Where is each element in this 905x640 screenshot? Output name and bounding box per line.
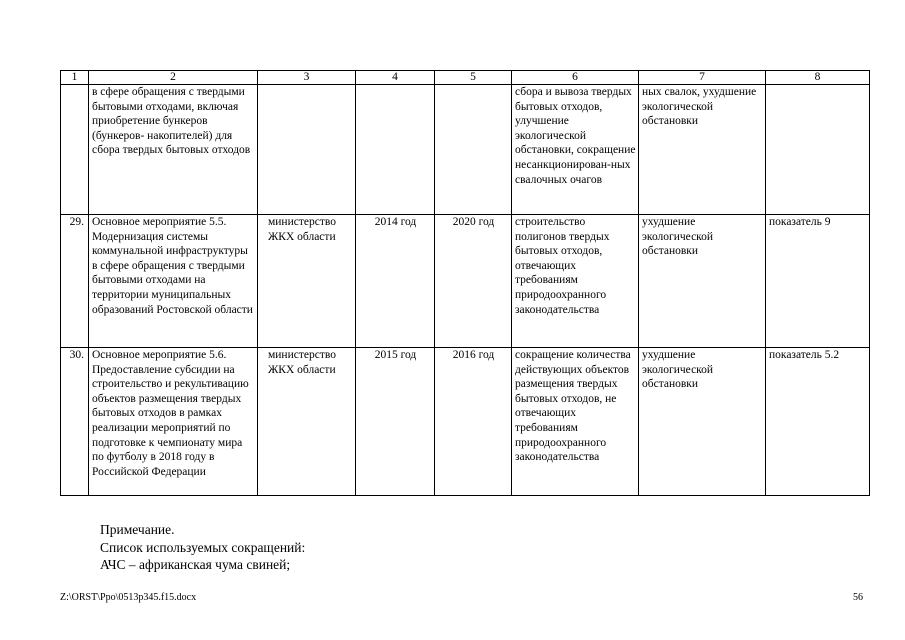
end-cell: 2020 год: [435, 215, 512, 348]
indicator-cell: показатель 5.2: [766, 348, 870, 496]
abbreviation-item: АЧС – африканская чума свиней;: [100, 557, 291, 572]
table-row: [61, 85, 870, 215]
column-header: 2: [89, 71, 258, 85]
executor-cell: [258, 85, 356, 215]
result-cell: сокращение количества действующих объектов размещения твердых бытовых отходов, не отвечающих требованиям природоохранного законодательства: [512, 348, 639, 496]
activity-cell: Основное мероприятие 5.6. Предоставление субсидии на строительство и рекультивацию объектов размещения твердых бытовых отходов в рамках реализации мероприятий по подготовке к чемпионату мира по футболу в 2018 году в Российской Федерации: [89, 348, 258, 496]
page-number: 56: [853, 592, 863, 603]
table-header-row: [61, 71, 870, 85]
column-header: 7: [639, 71, 766, 85]
result-cell: сбора и вывоза твердых бытовых отходов, улучшение экологической обстановки, сокращение несанкционирован-ных свалочных очагов: [512, 85, 639, 215]
consequence-cell: ухудшение экологической обстановки: [639, 215, 766, 348]
row-number: [61, 85, 89, 215]
column-header: 6: [512, 71, 639, 85]
result-cell: строительство полигонов твердых бытовых отходов, отвечающих требованиям природоохранного законодательства: [512, 215, 639, 348]
row-number: 29.: [61, 215, 89, 348]
column-header: 8: [766, 71, 870, 85]
table-row: [61, 215, 870, 348]
file-path: Z:\ORST\Ppo\0513p345.f15.docx: [60, 592, 197, 603]
start-cell: 2015 год: [356, 348, 435, 496]
row-number: 30.: [61, 348, 89, 496]
activity-cell: Основное мероприятие 5.5. Модернизация системы коммунальной инфраструктуры в сфере обращения с твердыми бытовыми отходами на территории муниципальных образований Ростовской области: [89, 215, 258, 348]
table-row: [61, 348, 870, 496]
consequence-cell: ных свалок, ухудшение экологической обстановки: [639, 85, 766, 215]
column-header: 5: [435, 71, 512, 85]
note-title: Примечание.: [100, 522, 175, 537]
indicator-cell: показатель 9: [766, 215, 870, 348]
start-cell: 2014 год: [356, 215, 435, 348]
indicator-cell: [766, 85, 870, 215]
abbreviations-heading: Список используемых сокращений:: [100, 539, 306, 555]
end-cell: [435, 85, 512, 215]
note-block: [100, 521, 305, 574]
column-header: 1: [61, 71, 89, 85]
end-cell: 2016 год: [435, 348, 512, 496]
activities-table: [60, 70, 870, 496]
executor-cell: министерство ЖКХ области: [258, 348, 356, 496]
activity-cell: в сфере обращения с твердыми бытовыми отходами, включая приобретение бункеров (бункеров- накопителей) для сбора твердых бытовых отходов: [89, 85, 258, 215]
column-header: 3: [258, 71, 356, 85]
consequence-cell: ухудшение экологической обстановки: [639, 348, 766, 496]
start-cell: [356, 85, 435, 215]
executor-cell: министерство ЖКХ области: [258, 215, 356, 348]
column-header: 4: [356, 71, 435, 85]
